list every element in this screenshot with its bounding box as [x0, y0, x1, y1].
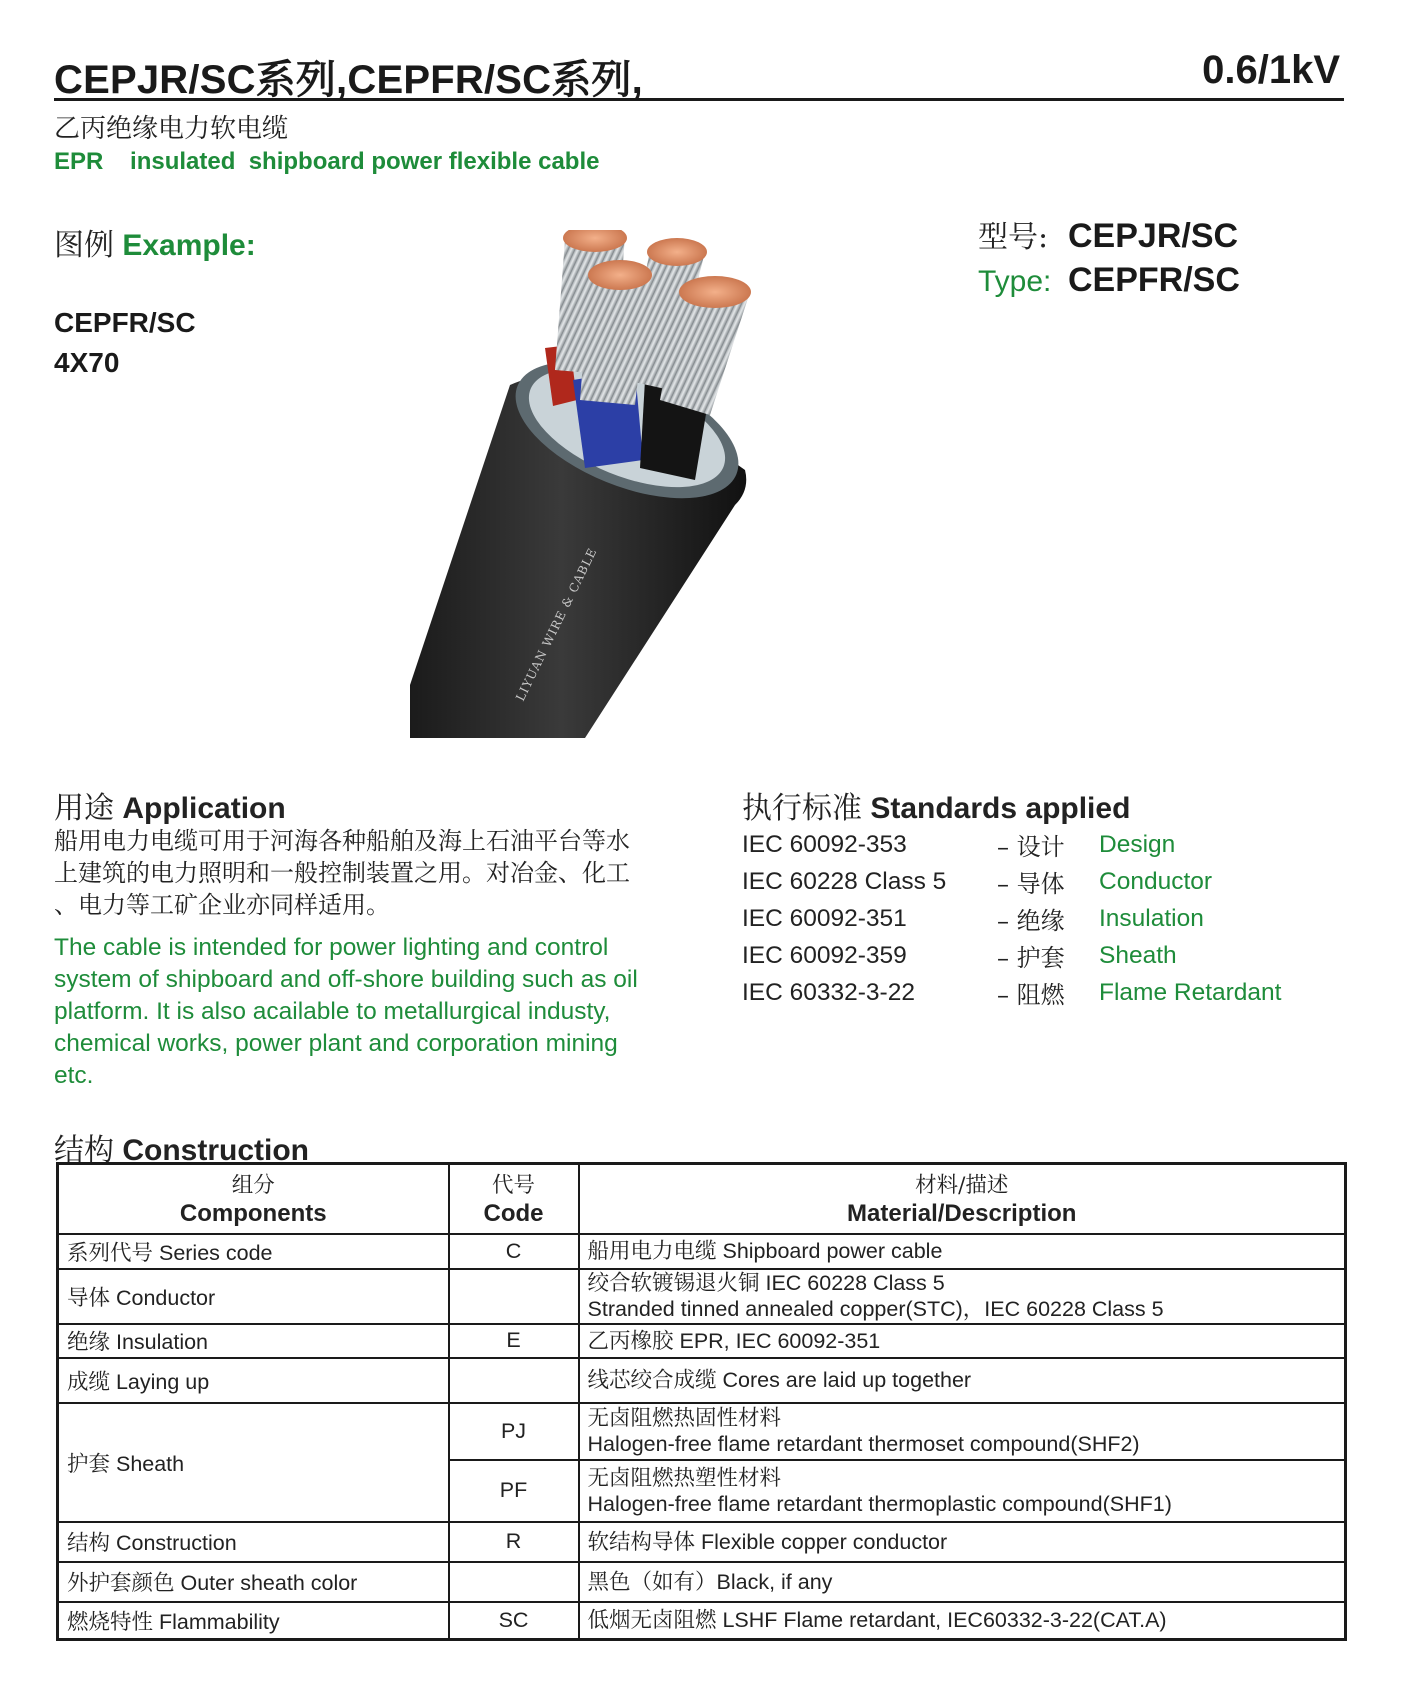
cell-description [579, 1358, 1346, 1403]
application-text-en [54, 932, 714, 1092]
application-zh-line: 上建筑的电力照明和一般控制装置之用。对冶金、化工 [54, 859, 630, 887]
desc-line: 软结构导体 Flexible copper conductor [587, 1529, 948, 1554]
header-components-en: Components [179, 1199, 327, 1227]
type-value-2: CEPFR/SC [1068, 261, 1240, 299]
header-rule [54, 98, 1344, 101]
standard-code: IEC 60228 Class 5 [742, 867, 947, 895]
cell-description [579, 1269, 1346, 1324]
table-row [58, 1324, 1346, 1358]
cell-component: 导体 Conductor [58, 1269, 449, 1324]
cell-component: 结构 Construction [58, 1522, 449, 1562]
desc-line: 船用电力电缆 Shipboard power cable [587, 1239, 943, 1263]
desc-line: Halogen-free flame retardant thermoset compound(SHF2) [587, 1432, 1140, 1456]
application-zh-line: 、电力等工矿企业亦同样适用。 [54, 891, 390, 919]
cell-component: 外护套颜色 Outer sheath color [58, 1562, 449, 1602]
cell-description [579, 1602, 1346, 1640]
table-header-row [58, 1164, 1346, 1234]
cell-code: SC [449, 1602, 579, 1640]
table-row [58, 1602, 1346, 1640]
application-heading [54, 783, 286, 827]
standard-code: IEC 60092-351 [742, 904, 907, 932]
header-description [579, 1164, 1346, 1234]
cell-description [579, 1460, 1346, 1522]
header-description-en: Material/Description [847, 1199, 1077, 1227]
copper-end-2 [647, 238, 707, 266]
standard-zh: – 设计 [997, 833, 1065, 861]
application-heading-en: Application [122, 792, 286, 825]
type-label-zh: 型号: [978, 220, 1049, 255]
table-row [58, 1269, 1346, 1324]
example-heading [54, 220, 256, 264]
cell-code [449, 1562, 579, 1602]
cell-description [579, 1403, 1346, 1460]
type-value-1: CEPJR/SC [1068, 217, 1239, 255]
standard-item [742, 900, 1342, 937]
construction-heading-zh: 结构 [54, 1133, 114, 1168]
example-model-name: CEPFR/SC [54, 307, 196, 338]
table-row [58, 1234, 1346, 1269]
application-en-line: etc. [54, 1062, 94, 1089]
desc-line: 低烟无卤阻燃 LSHF Flame retardant, IEC60332-3-22(CAT.A) [587, 1608, 1167, 1633]
cell-component: 成缆 Laying up [58, 1358, 449, 1403]
cell-description [579, 1234, 1346, 1269]
desc-line: Stranded tinned annealed copper(STC)，IEC 60228 Class 5 [587, 1297, 1164, 1321]
copper-end-4 [679, 276, 751, 308]
table-row [58, 1358, 1346, 1403]
desc-line: 无卤阻燃热固性材料 [587, 1406, 782, 1430]
application-en-line: system of shipboard and off-shore building such as oil [54, 966, 638, 993]
subtitle-zh: 乙丙绝缘电力软电缆 [54, 114, 289, 144]
cell-description [579, 1324, 1346, 1358]
cell-component: 系列代号 Series code [58, 1234, 449, 1269]
example-model-size: 4X70 [54, 347, 120, 378]
cable-illustration [405, 230, 845, 740]
table-row [58, 1522, 1346, 1562]
standards-heading-zh: 执行标准 [742, 791, 862, 826]
subtitle-en: EPR insulated shipboard power flexible cable [54, 148, 600, 175]
desc-line: 乙丙橡胶 EPR, IEC 60092-351 [587, 1328, 881, 1353]
header-code [449, 1164, 579, 1234]
example-label-en: Example: [122, 229, 256, 262]
cell-component: 护套 Sheath [58, 1403, 449, 1522]
desc-line: 线芯绞合成缆 Cores are laid up together [587, 1368, 972, 1392]
construction-table [56, 1162, 1347, 1641]
cell-code: PF [449, 1460, 579, 1522]
application-en-line: The cable is intended for power lighting and control [54, 934, 609, 961]
standard-code: IEC 60092-359 [742, 941, 907, 969]
standard-en: Design [1099, 830, 1176, 858]
application-en-line: platform. It is also acailable to metallurgical industy, [54, 998, 611, 1025]
standard-code: IEC 60092-353 [742, 830, 907, 858]
cell-code: R [449, 1522, 579, 1562]
standard-item [742, 937, 1342, 974]
standard-en: Conductor [1099, 867, 1213, 895]
application-zh-line: 船用电力电缆可用于河海各种船舶及海上石油平台等水 [54, 827, 630, 855]
cell-code: C [449, 1234, 579, 1269]
cell-description [579, 1562, 1346, 1602]
header-description-zh: 材料/描述 [915, 1172, 1009, 1198]
standard-item [742, 974, 1342, 1011]
example-model [54, 303, 196, 383]
cell-code [449, 1269, 579, 1324]
cell-code: PJ [449, 1403, 579, 1460]
standard-en: Sheath [1099, 941, 1177, 969]
type-label-en: Type: [978, 265, 1052, 298]
standard-zh: – 绝缘 [997, 907, 1065, 935]
application-en-line: chemical works, power plant and corporation mining [54, 1030, 618, 1057]
header-code-en: Code [483, 1199, 544, 1227]
example-label-zh: 图例 [54, 228, 114, 263]
voltage-rating: 0.6/1kV [1202, 48, 1340, 92]
cable-print-text: LIYUAN WIRE & CABLE [513, 545, 600, 704]
cell-description [579, 1522, 1346, 1562]
table-row [58, 1403, 1346, 1460]
construction-heading-en: Construction [122, 1134, 309, 1167]
application-text-zh [54, 825, 714, 921]
standard-zh: – 阻燃 [997, 981, 1065, 1009]
type-block [978, 215, 1240, 303]
standards-heading [742, 783, 1130, 827]
standard-item [742, 826, 1342, 863]
cell-component: 燃烧特性 Flammability [58, 1602, 449, 1640]
standards-heading-en: Standards applied [870, 792, 1131, 825]
standard-zh: – 导体 [997, 870, 1065, 898]
standard-item [742, 863, 1342, 900]
standard-code: IEC 60332-3-22 [742, 978, 915, 1006]
cell-code: E [449, 1324, 579, 1358]
application-heading-zh: 用途 [54, 791, 114, 826]
standard-zh: – 护套 [997, 944, 1065, 972]
page-title: CEPJR/SC系列,CEPFR/SC系列, [54, 58, 643, 102]
table-row [58, 1562, 1346, 1602]
header-components [58, 1164, 449, 1234]
desc-line: 无卤阻燃热塑性材料 [587, 1465, 782, 1490]
desc-line: Halogen-free flame retardant thermoplastic compound(SHF1) [587, 1491, 1172, 1516]
standard-en: Flame Retardant [1099, 978, 1282, 1006]
cell-code [449, 1358, 579, 1403]
copper-end-3 [588, 260, 652, 290]
header-code-zh: 代号 [491, 1172, 535, 1198]
standards-list [742, 826, 1342, 1011]
cell-component: 绝缘 Insulation [58, 1324, 449, 1358]
standard-en: Insulation [1099, 904, 1204, 932]
desc-line: 绞合软镀锡退火铜 IEC 60228 Class 5 [587, 1271, 945, 1295]
desc-line: 黑色（如有）Black, if any [587, 1569, 833, 1594]
header-components-zh: 组分 [231, 1172, 275, 1198]
